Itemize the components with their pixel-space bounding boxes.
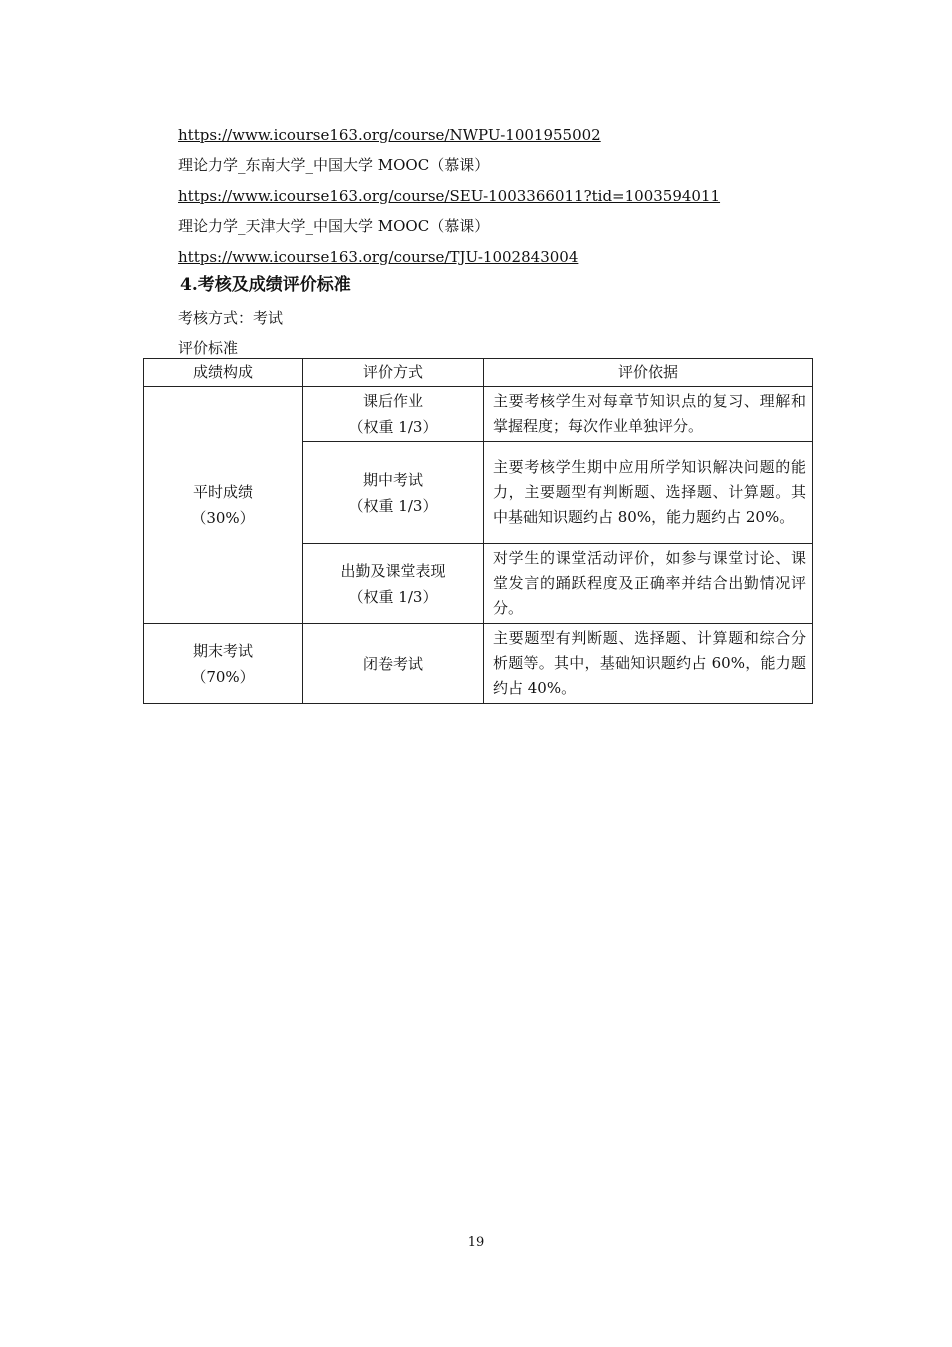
table-row <box>144 387 813 442</box>
exam-method: 考核方式：考试 <box>178 309 284 327</box>
link-seu[interactable]: https://www.icourse163.org/course/SEU-1003366011?tid=1003594011 <box>178 187 721 205</box>
method-name: 课后作业 <box>362 392 423 410</box>
method-cell <box>303 544 484 624</box>
method-name: 出勤及课堂表现 <box>340 561 446 580</box>
page-number: 19 <box>467 1235 485 1250</box>
group-name: 平时成绩 <box>192 483 253 501</box>
table-header-row <box>144 359 813 387</box>
criteria-label: 评价标准 <box>178 339 239 357</box>
method-name: 期中考试 <box>362 470 423 489</box>
method-cell <box>303 624 484 704</box>
method-cell <box>303 442 484 544</box>
method-weight: （权重 1/3） <box>348 496 438 515</box>
course-label-seu: 理论力学_东南大学_中国大学 MOOC（慕课） <box>178 156 490 174</box>
section-heading: 4.考核及成绩评价标准 <box>180 275 351 295</box>
group-name: 期末考试 <box>192 641 253 660</box>
basis-cell: 主要题型有判断题、选择题、计算题和综合分析题等。其中，基础知识题约占 60%，能力题约占 40%。 <box>484 624 813 704</box>
link-nwpu[interactable]: https://www.icourse163.org/course/NWPU-1001955002 <box>178 126 601 144</box>
basis-cell: 主要考核学生对每章节知识点的复习、理解和掌握程度；每次作业单独评分。 <box>484 387 813 442</box>
link-tju[interactable]: https://www.icourse163.org/course/TJU-1002843004 <box>178 248 579 266</box>
method-name: 闭卷考试 <box>362 654 423 673</box>
group-weight: （70%） <box>191 667 255 686</box>
basis-cell: 对学生的课堂活动评价，如参与课堂讨论、课堂发言的踊跃程度及正确率并结合出勤情况评分。 <box>484 544 813 624</box>
basis-cell: 主要考核学生期中应用所学知识解决问题的能力，主要题型有判断题、选择题、计算题。其中基础知识题约占 80%，能力题约占 20%。 <box>484 442 813 544</box>
header-basis: 评价依据 <box>484 359 813 387</box>
method-weight: （权重 1/3） <box>348 418 438 436</box>
group-cell <box>144 387 303 624</box>
method-weight: （权重 1/3） <box>348 587 438 606</box>
header-method: 评价方式 <box>303 359 484 387</box>
method-cell <box>303 387 484 442</box>
grading-table <box>143 358 813 704</box>
table-row <box>144 624 813 704</box>
header-composition: 成绩构成 <box>144 359 303 387</box>
group-cell <box>144 624 303 704</box>
course-label-tju: 理论力学_天津大学_中国大学 MOOC（慕课） <box>178 217 490 235</box>
group-weight: （30%） <box>191 509 255 527</box>
